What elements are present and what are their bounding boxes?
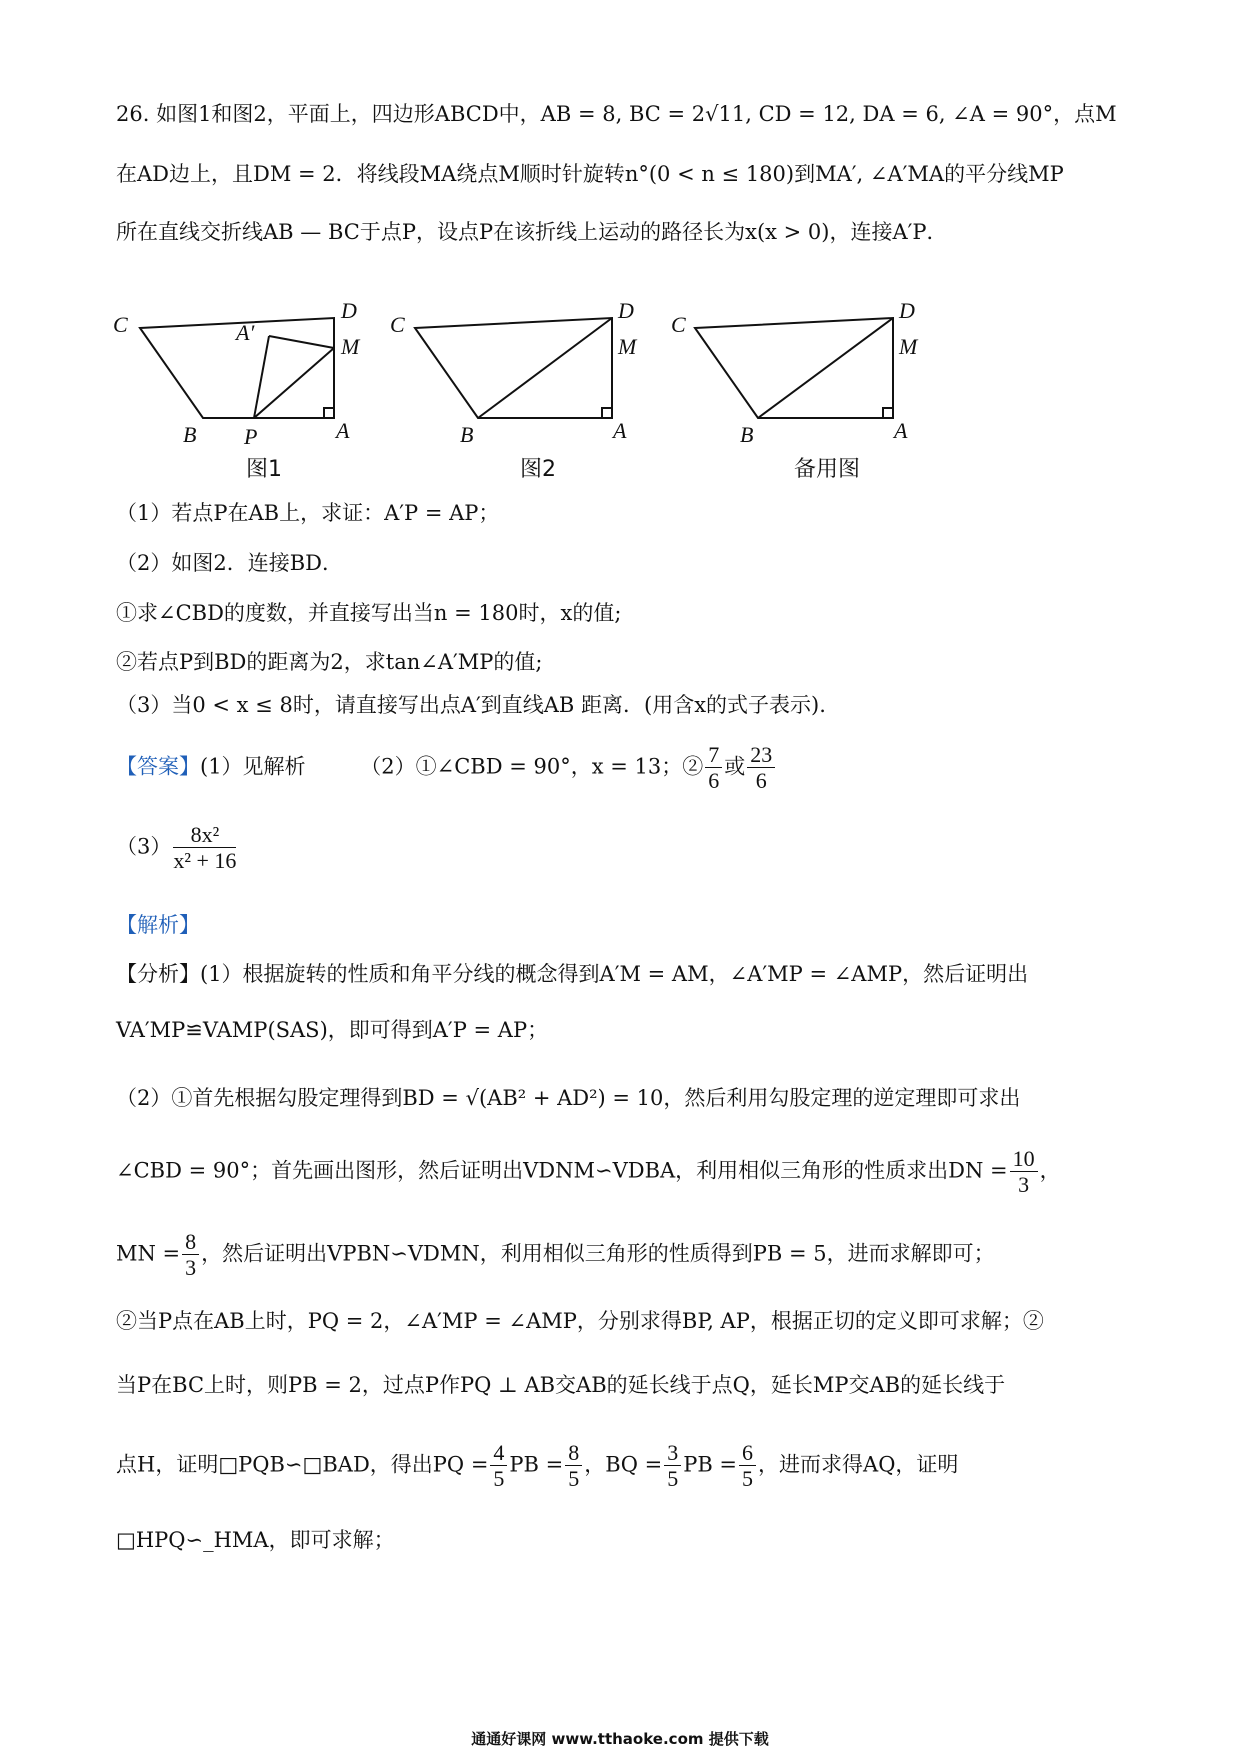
- answer-part-2: （2）①∠CBD = 90°，x = 13；②: [360, 754, 704, 779]
- fig3-label-c: C: [671, 312, 686, 337]
- fig2-segment-bd: [478, 318, 612, 418]
- fig2-label-b: B: [460, 422, 474, 447]
- fig2-right-angle: [602, 408, 612, 418]
- question-2-part-a: ①求∠CBD的度数，并直接写出当n = 180时，x的值;: [116, 601, 622, 625]
- answer-or: 或: [724, 754, 746, 779]
- fig1-right-angle: [324, 408, 334, 418]
- fig3-right-angle: [883, 408, 893, 418]
- fig2-label-d: D: [618, 298, 634, 323]
- fig1-label-c: C: [113, 312, 128, 337]
- fig2-label-c: C: [390, 312, 405, 337]
- answer-line-2: [116, 822, 238, 874]
- analysis-line-1: 【分析】(1）根据旋转的性质和角平分线的概念得到A′M = AM，∠A′MP = ∠AMP，然后证明出: [116, 962, 1029, 986]
- analysis-line-5: MN = $\frac{8}{3}$ ，然后证明出VPBN∽VDMN，利用相似三角形的性质得到PB = 5，进而求解即可；: [116, 1229, 995, 1281]
- answer-fraction-part-3: $\frac{\text{8x²}}{\text{x² + 16}}$: [173, 822, 237, 874]
- fraction-4-5: $\frac{4}{5}$: [490, 1440, 507, 1492]
- analysis-line-4: ∠CBD = 90°；首先画出图形，然后证明出VDNM∽VDBA，利用相似三角形的性质求出DN = $\frac{10}{3}$ ，: [116, 1146, 1061, 1198]
- page-footer: 通通好课网 www.tthaoke.com 提供下载: [471, 1730, 769, 1748]
- analysis-line-7: 当P在BC上时，则PB = 2，过点P作PQ ⊥ AB交AB的延长线于点Q，延长MP交AB的延长线于: [116, 1373, 1006, 1397]
- analysis-line-8: 点H，证明□PQB∽□BAD，得出PQ = $\frac{4}{5}$ PB = $\frac{8}{5}$ ，BQ = $\frac{3}{5}$ PB = $\frac{6}{5}$ ，进而求得AQ，证明: [116, 1440, 959, 1492]
- question-2: （2）如图2．连接BD．: [116, 551, 343, 575]
- fraction-10-3: $\frac{10}{3}$: [1010, 1146, 1038, 1198]
- fig3-quadrilateral: [695, 318, 893, 418]
- fig1-label-d: D: [341, 298, 357, 323]
- fig3-segment-bd: [758, 318, 893, 418]
- fraction-6-5: $\frac{6}{5}$: [739, 1440, 756, 1492]
- fig1-label-m: M: [341, 334, 360, 359]
- fig3-label-a: A: [894, 418, 908, 443]
- analysis-line-3: （2）①首先根据勾股定理得到BD = √(AB² + AD²) = 10，然后利用勾股定理的逆定理即可求出: [116, 1086, 1021, 1110]
- answer-part-1: (1）见解析: [200, 754, 306, 779]
- problem-line-1: 26. 如图1和图2，平面上，四边形ABCD中，AB = 8, BC = 2√11, CD = 12, DA = 6, ∠A = 90°，点M: [116, 102, 1117, 126]
- problem-line-2: 在AD边上，且DM = 2．将线段MA绕点M顺时针旋转n°(0 < n ≤ 180)到MA′, ∠A′MA的平分线MP: [116, 162, 1064, 186]
- answer-fraction-23-6: $\frac{23}{6}$: [747, 742, 775, 794]
- fig1-label-a: A: [336, 418, 350, 443]
- spare-figure-caption: 备用图: [794, 457, 861, 482]
- fig2-label-m: M: [618, 334, 637, 359]
- fraction-8-5: $\frac{8}{5}$: [565, 1440, 582, 1492]
- fig3-label-d: D: [899, 298, 915, 323]
- problem-line-3: 所在直线交折线AB — BC于点P，设点P在该折线上运动的路径长为x(x > 0)，连接A′P．: [116, 220, 948, 244]
- analysis-tag: 【解析】: [116, 913, 200, 937]
- fig1-label-b: B: [183, 422, 197, 447]
- fig1-segment-ma-prime: [269, 336, 334, 348]
- answer-tag: 【答案】: [116, 754, 200, 779]
- analysis-line-6: ②当P点在AB上时，PQ = 2，∠A′MP = ∠AMP，分别求得BP, AP，根据正切的定义即可求解；②: [116, 1309, 1044, 1333]
- question-2-part-b: ②若点P到BD的距离为2，求tan∠A′MP的值;: [116, 650, 543, 674]
- fig3-label-b: B: [740, 422, 754, 447]
- fraction-3-5: $\frac{3}{5}$: [664, 1440, 681, 1492]
- fig1-label-p: P: [244, 424, 258, 449]
- answer-fraction-7-6: $\frac{7}{6}$: [705, 742, 722, 794]
- figure-2-caption: 图2: [520, 457, 556, 482]
- fraction-8-3: $\frac{8}{3}$: [182, 1229, 199, 1281]
- fig2-quadrilateral: [415, 318, 612, 418]
- question-1: （1）若点P在AB上，求证：A′P = AP；: [116, 501, 500, 525]
- fig1-segment-mp: [254, 348, 334, 418]
- figure-1-caption: 图1: [246, 457, 282, 482]
- fig1-label-a-prime: A′: [236, 320, 255, 345]
- answer-line-1: [116, 742, 777, 794]
- fig3-label-m: M: [899, 334, 918, 359]
- geometry-figures: [0, 290, 1240, 450]
- question-3: （3）当0 < x ≤ 8时，请直接写出点A′到直线AB 距离．(用含x的式子表示).: [116, 693, 826, 717]
- analysis-line-2: VA′MP≌VAMP(SAS)，即可得到A′P = AP；: [116, 1018, 549, 1042]
- fig2-label-a: A: [613, 418, 627, 443]
- answer-part-3: （3）: [116, 834, 172, 859]
- analysis-line-9: □HPQ∽_HMA，即可求解；: [116, 1528, 395, 1552]
